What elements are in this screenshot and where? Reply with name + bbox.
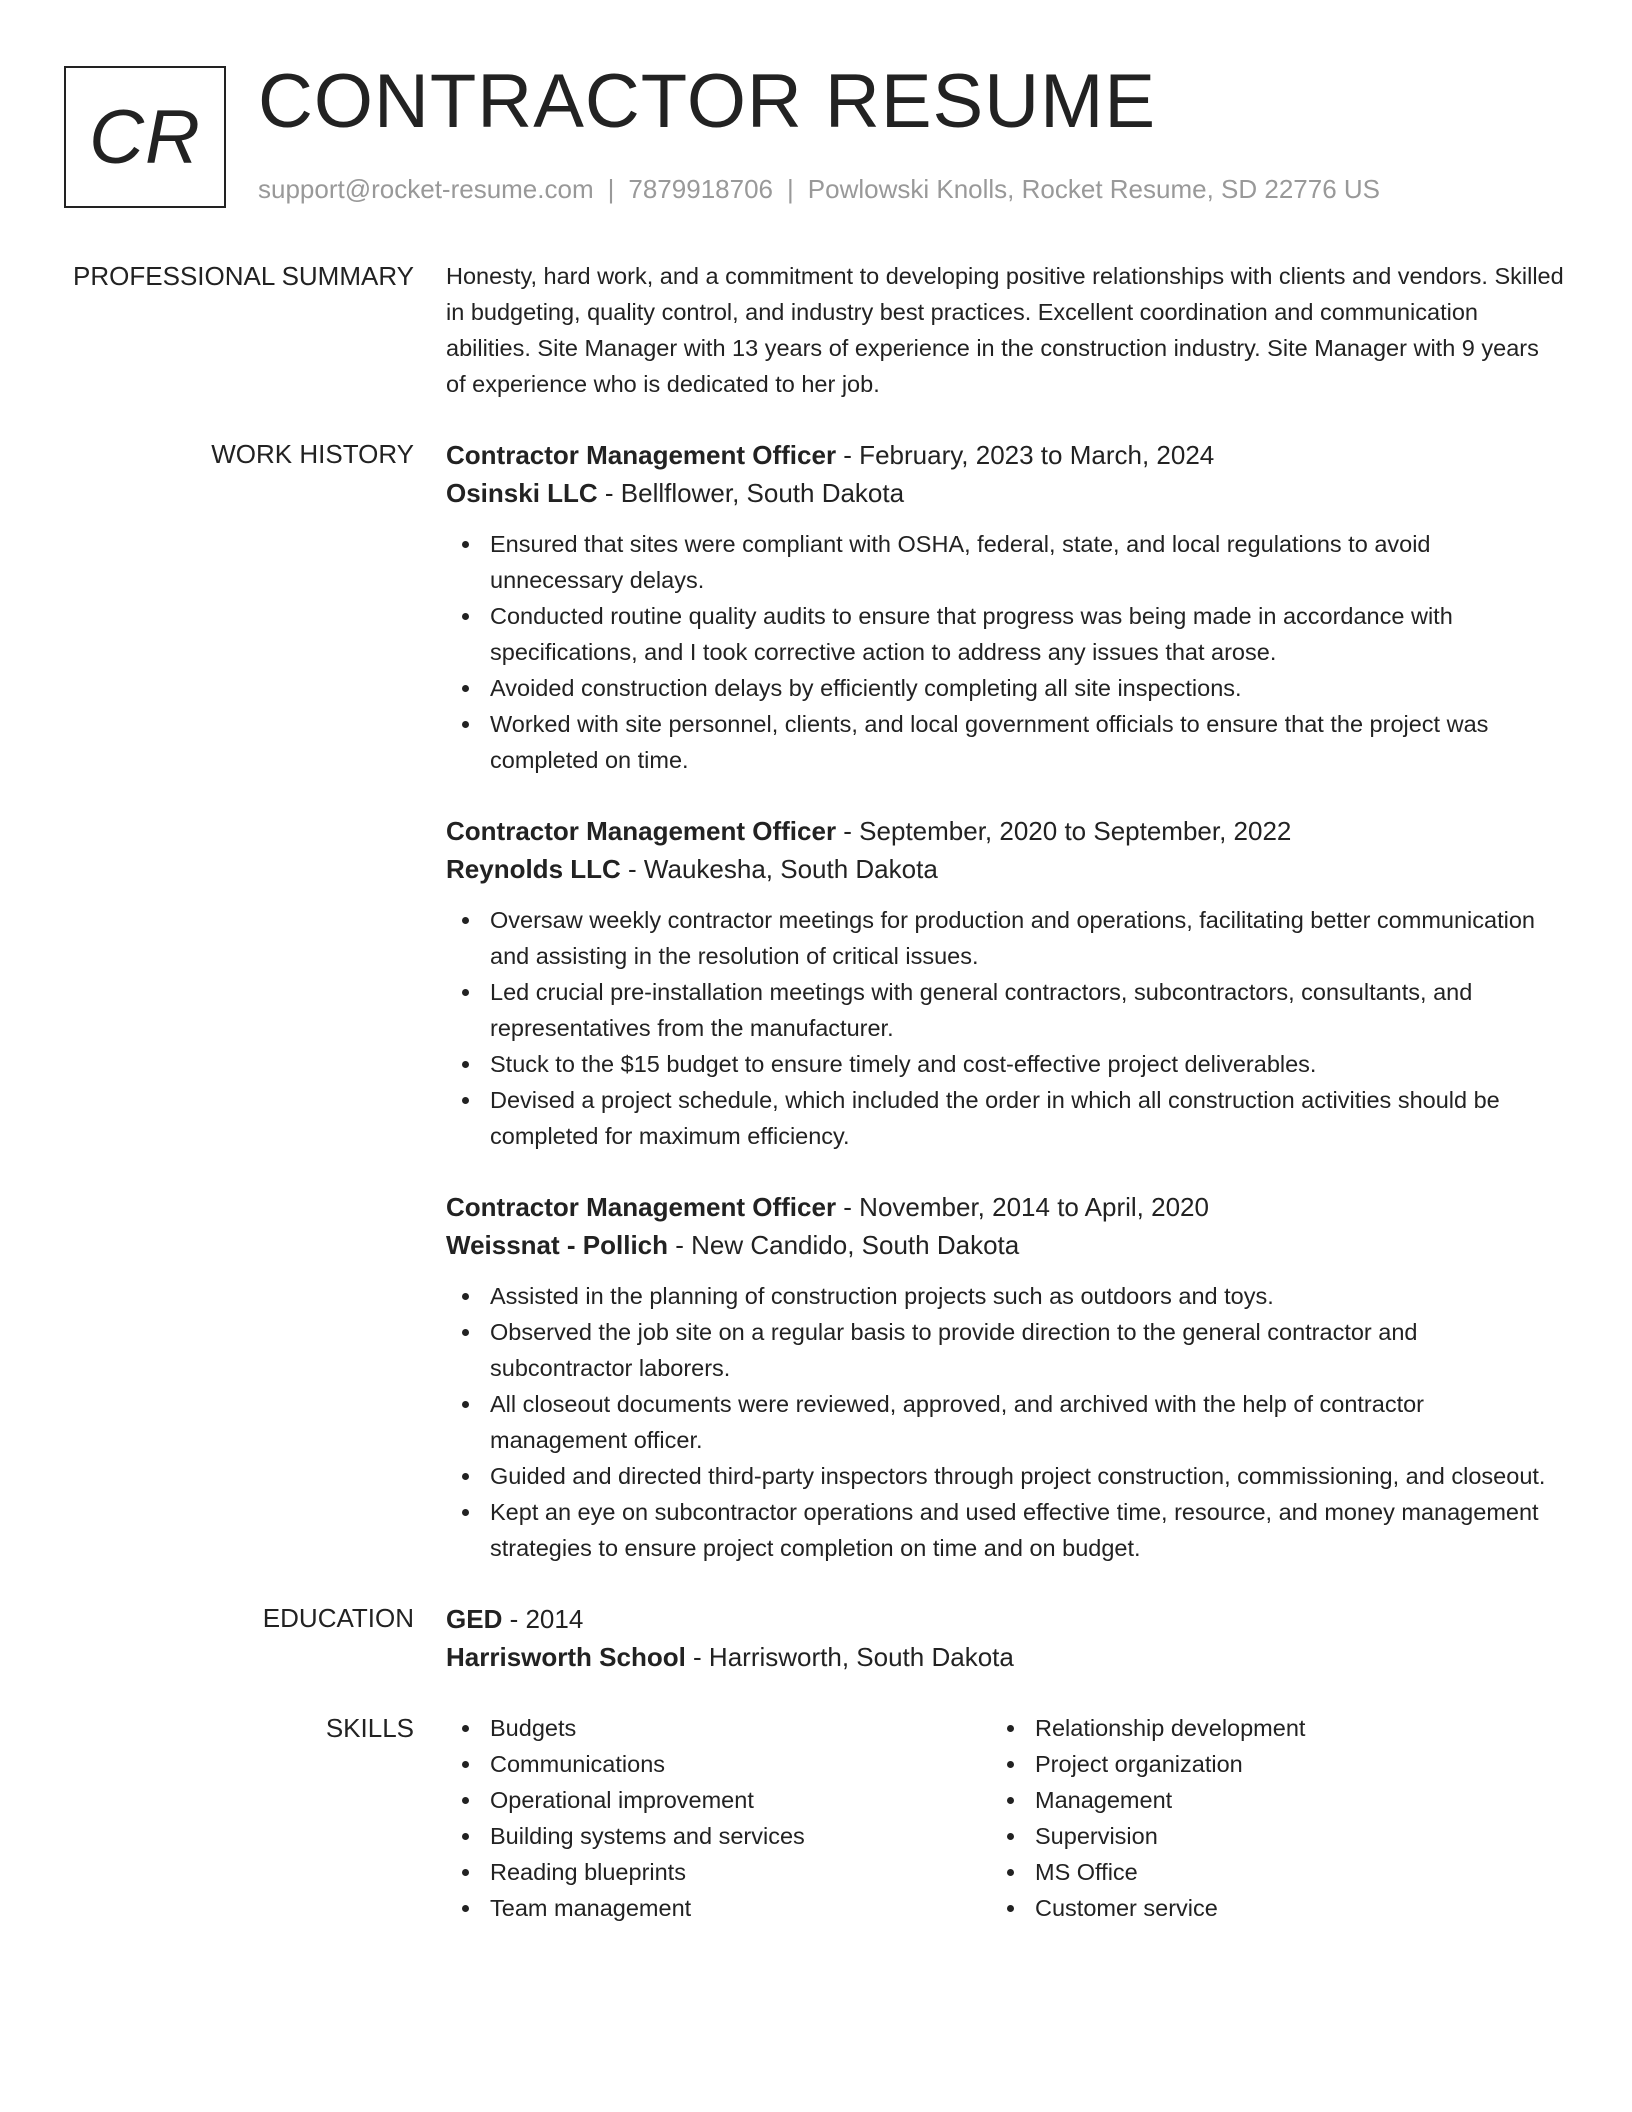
education-degree-line [446, 1600, 1564, 1638]
section-label: PROFESSIONAL SUMMARY [73, 261, 414, 291]
job-company-line [446, 850, 1564, 888]
skill-item: Budgets [446, 1710, 991, 1746]
summary-section [0, 258, 1632, 402]
job-title-line [446, 812, 1564, 850]
contact-phone: 7879918706 [628, 174, 773, 204]
job-location: - New Candido, South Dakota [668, 1230, 1020, 1260]
job-duty: Led crucial pre-installation meetings with general contractors, subcontractors, consultants, and representatives from the manufacturer. [446, 974, 1564, 1046]
job-company: Osinski LLC [446, 478, 598, 508]
work-history-list [446, 436, 1564, 1566]
skill-item: Customer service [991, 1890, 1536, 1926]
section-label: EDUCATION [262, 1603, 414, 1633]
job-duty: Observed the job site on a regular basis to provide direction to the general contractor and subcontractor laborers. [446, 1314, 1564, 1386]
job-title-line [446, 436, 1564, 474]
job-duty: Worked with site personnel, clients, and local government officials to ensure that the project was completed on time. [446, 706, 1564, 778]
skills-list [446, 1710, 991, 1926]
job-duties [446, 526, 1564, 778]
skills-column-left [446, 1710, 991, 1926]
job-dates: - November, 2014 to April, 2020 [836, 1192, 1209, 1222]
contact-address: Powlowski Knolls, Rocket Resume, SD 22776 US [807, 174, 1381, 204]
skill-item: Building systems and services [446, 1818, 991, 1854]
skill-item: Communications [446, 1746, 991, 1782]
contact-separator: | [787, 174, 794, 204]
monogram: CR [64, 66, 226, 208]
resume-title: CONTRACTOR RESUME [258, 59, 1157, 144]
education-entry [446, 1600, 1564, 1676]
skill-item: Reading blueprints [446, 1854, 991, 1890]
skill-item: Relationship development [991, 1710, 1536, 1746]
skills-section [0, 1710, 1632, 1926]
education-school: Harrisworth School [446, 1642, 686, 1672]
job-duty: Guided and directed third-party inspectors through project construction, commissioning, and closeout. [446, 1458, 1564, 1494]
contact-email: support@rocket-resume.com [258, 174, 594, 204]
job-duty: Devised a project schedule, which included the order in which all construction activities should be completed for maximum efficiency. [446, 1082, 1564, 1154]
job-entry [446, 1188, 1564, 1566]
section-label: SKILLS [325, 1713, 414, 1743]
education-school-line [446, 1638, 1564, 1676]
education-section [0, 1600, 1632, 1676]
skill-item: Operational improvement [446, 1782, 991, 1818]
job-entry [446, 436, 1564, 778]
job-title-line [446, 1188, 1564, 1226]
job-company: Weissnat - Pollich [446, 1230, 669, 1260]
skill-item: Supervision [991, 1818, 1536, 1854]
job-duty: All closeout documents were reviewed, approved, and archived with the help of contractor management officer. [446, 1386, 1564, 1458]
skill-item: Management [991, 1782, 1536, 1818]
job-entry [446, 812, 1564, 1154]
job-location: - Waukesha, South Dakota [620, 854, 938, 884]
skill-item: MS Office [991, 1854, 1536, 1890]
contact-line [258, 174, 1380, 205]
job-duty: Ensured that sites were compliant with OSHA, federal, state, and local regulations to avoid unnecessary delays. [446, 526, 1564, 598]
resume-content [0, 258, 1632, 1960]
job-dates: - February, 2023 to March, 2024 [836, 440, 1215, 470]
job-duties [446, 1278, 1564, 1566]
job-company: Reynolds LLC [446, 854, 621, 884]
summary-text: Honesty, hard work, and a commitment to developing positive relationships with clients and vendors. Skilled in budgeting, quality control, and industry best practices. Excellent coordination and communication abilities. Site Manager with 13 years of experience in the construction industry. Site Manager with 9 years of experience who is dedicated to her job. [446, 263, 1564, 397]
skills-list [991, 1710, 1536, 1926]
job-company-line [446, 1226, 1564, 1264]
contact-separator: | [607, 174, 615, 204]
education-degree: GED [446, 1604, 503, 1634]
job-duty: Assisted in the planning of construction projects such as outdoors and toys. [446, 1278, 1564, 1314]
job-duty: Stuck to the $15 budget to ensure timely and cost-effective project deliverables. [446, 1046, 1564, 1082]
job-duty: Oversaw weekly contractor meetings for production and operations, facilitating better communication and assisting in the resolution of critical issues. [446, 902, 1564, 974]
job-title: Contractor Management Officer [446, 1192, 837, 1222]
job-duty: Kept an eye on subcontractor operations and used effective time, resource, and money management strategies to ensure project completion on time and on budget. [446, 1494, 1564, 1566]
job-dates: - September, 2020 to September, 2022 [836, 816, 1292, 846]
job-duty: Avoided construction delays by efficiently completing all site inspections. [446, 670, 1564, 706]
job-company-line [446, 474, 1564, 512]
education-year: - 2014 [502, 1604, 584, 1634]
skill-item: Project organization [991, 1746, 1536, 1782]
job-title: Contractor Management Officer [446, 816, 837, 846]
work-history-section [0, 436, 1632, 1566]
job-location: - Bellflower, South Dakota [597, 478, 905, 508]
skill-item: Team management [446, 1890, 991, 1926]
skills-grid [446, 1710, 1564, 1926]
section-label: WORK HISTORY [211, 439, 414, 469]
skills-column-right [991, 1710, 1536, 1926]
job-duty: Conducted routine quality audits to ensure that progress was being made in accordance with specifications, and I took corrective action to address any issues that arose. [446, 598, 1564, 670]
education-location: - Harrisworth, South Dakota [685, 1642, 1014, 1672]
job-title: Contractor Management Officer [446, 440, 837, 470]
job-duties [446, 902, 1564, 1154]
